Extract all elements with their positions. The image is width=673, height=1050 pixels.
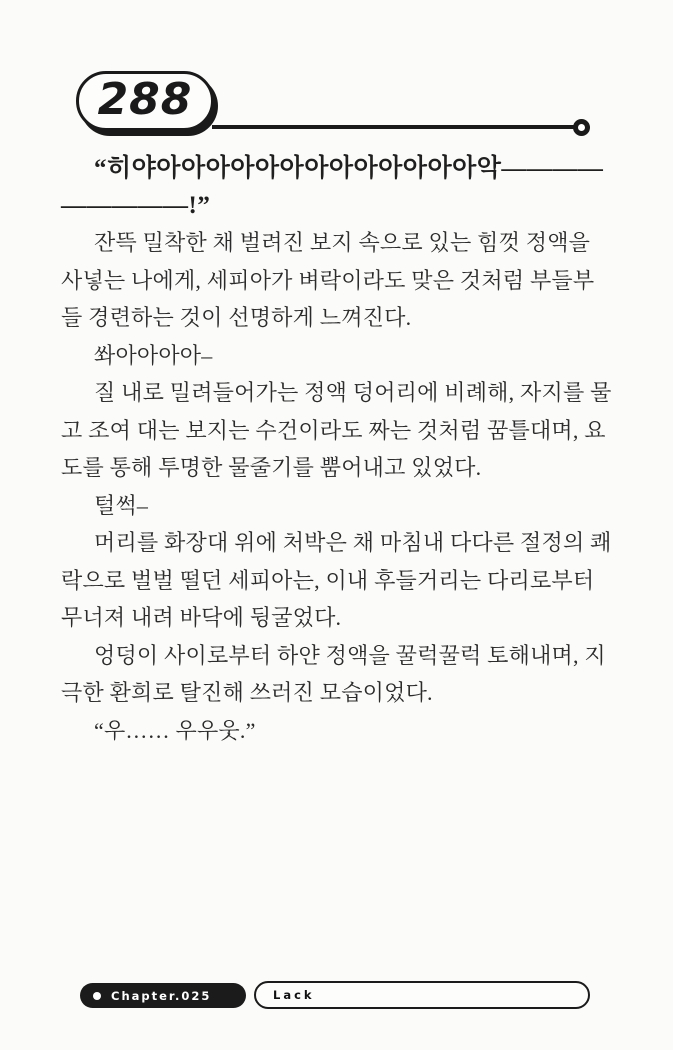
sfx-line: 쏴아아아아–	[94, 342, 213, 368]
chapter-badge	[80, 983, 246, 1008]
paragraph: 머리를 화장대 위에 처박은 채 마침내 다다른 절정의 쾌락으로 벌벌 떨던 세피아는, 이내 후들거리는 다리로부터 무너져 내려 바닥에 뒹굴었다.	[61, 530, 612, 630]
scream-heading-line1: “히야아아아아아아아아아아아아아악————	[94, 155, 604, 182]
rule-end-circle-icon	[573, 119, 590, 136]
text-column	[61, 150, 614, 749]
chapter-label: Chapter.025	[111, 988, 212, 1003]
scream-heading	[61, 150, 614, 224]
page-number: 288	[97, 73, 193, 125]
paragraph: 질 내로 밀려들어가는 정액 덩어리에 비례해, 자지를 물고 조여 대는 보지는 수건이라도 짜는 것처럼 꿈틀대며, 요도를 통해 투명한 물줄기를 뿜어내고 있었다.	[61, 380, 612, 480]
header-rule	[212, 125, 574, 129]
dialogue-line: “우…… 우우웃.”	[94, 717, 256, 743]
brand-label: Lack	[273, 988, 315, 1002]
bullet-dot-icon	[93, 992, 101, 1000]
paragraph: 잔뜩 밀착한 채 벌려진 보지 속으로 있는 힘껏 정액을 사넣는 나에게, 세피아가 벼락이라도 맞은 것처럼 부들부들 경련하는 것이 선명하게 느껴진다.	[61, 230, 595, 330]
brand-badge	[254, 981, 590, 1009]
page-number-badge	[76, 71, 214, 131]
scream-heading-line2: —————!”	[61, 192, 211, 219]
paragraph: 엉덩이 사이로부터 하얀 정액을 꿀럭꿀럭 토해내며, 지극한 환희로 탈진해 쓰러진 모습이었다.	[61, 642, 606, 705]
sfx-line: 털썩–	[94, 492, 149, 518]
